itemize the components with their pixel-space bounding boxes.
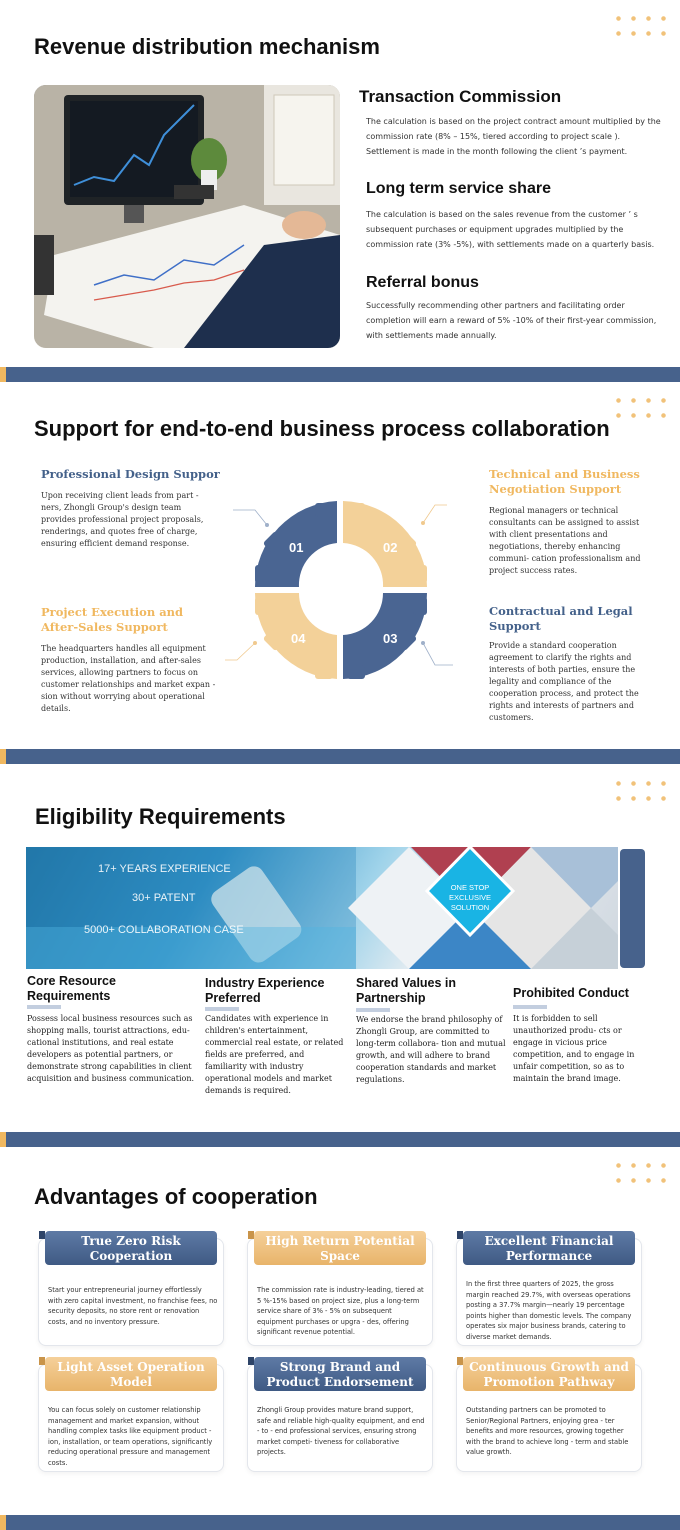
advantage-card-financial <box>456 1234 642 1346</box>
commission-title: Transaction Commission <box>359 87 562 106</box>
card-text: You can focus solely on customer relationship management and market expansion, without handling complex tasks like equipment product - ion, installation, or team operations, significantly reducing operational pressure and management costs. <box>48 1406 213 1467</box>
gear-diagram <box>225 495 455 695</box>
section-title-eligibility: Eligibility Requirements <box>35 804 286 829</box>
section-divider <box>0 1132 680 1147</box>
dot-pattern <box>611 776 667 810</box>
advantage-card-light-asset <box>38 1360 224 1472</box>
section-divider <box>0 367 680 382</box>
title-underline <box>356 1008 390 1012</box>
commission-text: The calculation is based on the project contract amount multiplied by the commission rate (8% – 15%, tiered according to project scale ). Settlement is made in the month following the client ’s payment. <box>366 117 661 156</box>
card-title: Light Asset Operation Model <box>45 1357 217 1391</box>
section-title-support: Support for end-to-end business process collaboration <box>34 416 610 441</box>
negotiation-support-title: Technical and Business Negotiation Support <box>489 467 640 496</box>
referral-text: Successfully recommending other partners and facilitating order completion will earn a reward of 5% -10% of their first-year commission, with settlements made annually. <box>366 301 657 340</box>
card-text: Zhongli Group provides mature brand support, safe and reliable high-quality equipment, and end - to - end professional services, ensuring strong market competi- tiveness for collaborative projects. <box>257 1406 425 1456</box>
referral-title: Referral bonus <box>366 274 479 291</box>
shared-values-title: Shared Values in Partnership <box>356 976 457 1005</box>
stat-experience: 17+ YEARS EXPERIENCE <box>98 863 231 875</box>
after-sales-title: Project Execution and After-Sales Support <box>41 605 184 634</box>
advantage-card-high-return <box>247 1234 433 1346</box>
stat-collaboration: 5000+ COLLABORATION CASE <box>84 924 244 936</box>
card-title: True Zero Risk Cooperation <box>45 1231 217 1265</box>
section-title-advantages: Advantages of cooperation <box>34 1184 318 1209</box>
eligibility-banner <box>26 847 618 969</box>
negotiation-support-text: Regional managers or technical consultants can be assigned to assist with client presentations and negotiations, thereby enhancing communi- cation professionalism and project success rates. <box>489 506 641 575</box>
stat-patent: 30+ PATENT <box>132 892 196 904</box>
card-title: Strong Brand and Product Endorsement <box>254 1357 426 1391</box>
card-title: Continuous Growth and Promotion Pathway <box>463 1357 635 1391</box>
gear-number-01: 01 <box>289 540 304 555</box>
dot-pattern <box>611 393 667 427</box>
section-title-revenue: Revenue distribution mechanism <box>34 34 380 59</box>
card-title: Excellent Financial Performance <box>463 1231 635 1265</box>
prohibited-conduct-text: It is forbidden to sell unauthorized produ- cts or engage in vicious price competition, and to engage in unfair competition, so as to maintain the brand image. <box>513 1014 635 1083</box>
legal-support-title: Contractual and Legal Support <box>489 604 633 633</box>
advantage-card-brand <box>247 1360 433 1472</box>
industry-experience-text: Candidates with experience in children's entertainment, commercial real estate, or related fields are preferred, and familiarity with industry operational models and market demands is required. <box>205 1014 344 1095</box>
gear-number-03: 03 <box>383 631 398 646</box>
section-divider <box>0 749 680 764</box>
shared-values-text: We endorse the brand philosophy of Zhongli Group, are committed to long-term collabora- tion and mutual growth, and will adhere to brand cooperation standards and market regulations. <box>356 1015 506 1084</box>
card-text: Start your entrepreneurial journey effortlessly with zero capital investment, no franchise fees, no security deposits, no store rent or renovation costs, and no inventory pressure. <box>48 1286 218 1326</box>
card-text: In the first three quarters of 2025, the gross margin reached 29.7%, with overseas operations posting a 37.7% margin—nearly 19 percentage points higher than domestic levels. The company operates six major business brands, catering to diverse market demands. <box>466 1280 632 1341</box>
side-block <box>620 849 645 968</box>
section-divider <box>0 1515 680 1530</box>
prohibited-conduct-title: Prohibited Conduct <box>513 986 629 1000</box>
card-text: The commission rate is industry-leading, tiered at 5 %-15% based on project size, plus a long-term service share of 3% - 5% on subsequent equipment purchases or upgra - des, offering significant revenue potential. <box>257 1286 424 1336</box>
dot-pattern <box>611 1158 667 1192</box>
advantage-card-zero-risk <box>38 1234 224 1346</box>
dot-pattern <box>611 11 667 45</box>
after-sales-text: The headquarters handles all equipment production, installation, and after-sales services, allowing partners to focus on customer relationships and market expan - sion without worrying about operational details. <box>41 644 216 713</box>
office-photo <box>34 85 340 348</box>
title-underline <box>513 1005 547 1009</box>
gear-number-04: 04 <box>291 631 306 646</box>
core-resource-text: Possess local business resources such as shopping malls, tourist attractions, edu- cational institutions, and real estate developers as potential partners, or demonstrate strong capabilities in client acquisition and business communication. <box>27 1014 195 1083</box>
advantage-card-growth <box>456 1360 642 1472</box>
card-text: Outstanding partners can be promoted to Senior/Regional Partners, enjoying grea - ter benefits and more resources, growing together with the brand to achieve long - term and stable value growth. <box>466 1406 629 1456</box>
service-share-text: The calculation is based on the sales revenue from the customer ’ s subsequent purchases or equipment upgrades multiplied by the commission rate (3% -5%), with settlements made on a quarterly basis. <box>366 210 655 249</box>
design-support-title: Professional Design Suppor <box>41 467 220 481</box>
gear-number-02: 02 <box>383 540 398 555</box>
core-resource-title: Core Resource Requirements <box>27 974 116 1003</box>
title-underline <box>205 1007 239 1011</box>
legal-support-text: Provide a standard cooperation agreement to clarify the rights and interests of both parties, ensure the legality and compliance of the cooperation process, and protect the rights and interests of partners and customers. <box>489 641 639 722</box>
design-support-text: Upon receiving client leads from part - ners, Zhongli Group's design team provides professional project proposals, renderings, and quotes free of charge, ensuring efficient demand response. <box>41 491 204 548</box>
industry-experience-title: Industry Experience Preferred <box>205 976 325 1005</box>
badge-one-stop: ONE STOP EXCLUSIVE SOLUTION <box>448 883 492 912</box>
service-share-title: Long term service share <box>366 180 551 197</box>
card-title: High Return Potential Space <box>254 1231 426 1265</box>
title-underline <box>27 1005 61 1009</box>
